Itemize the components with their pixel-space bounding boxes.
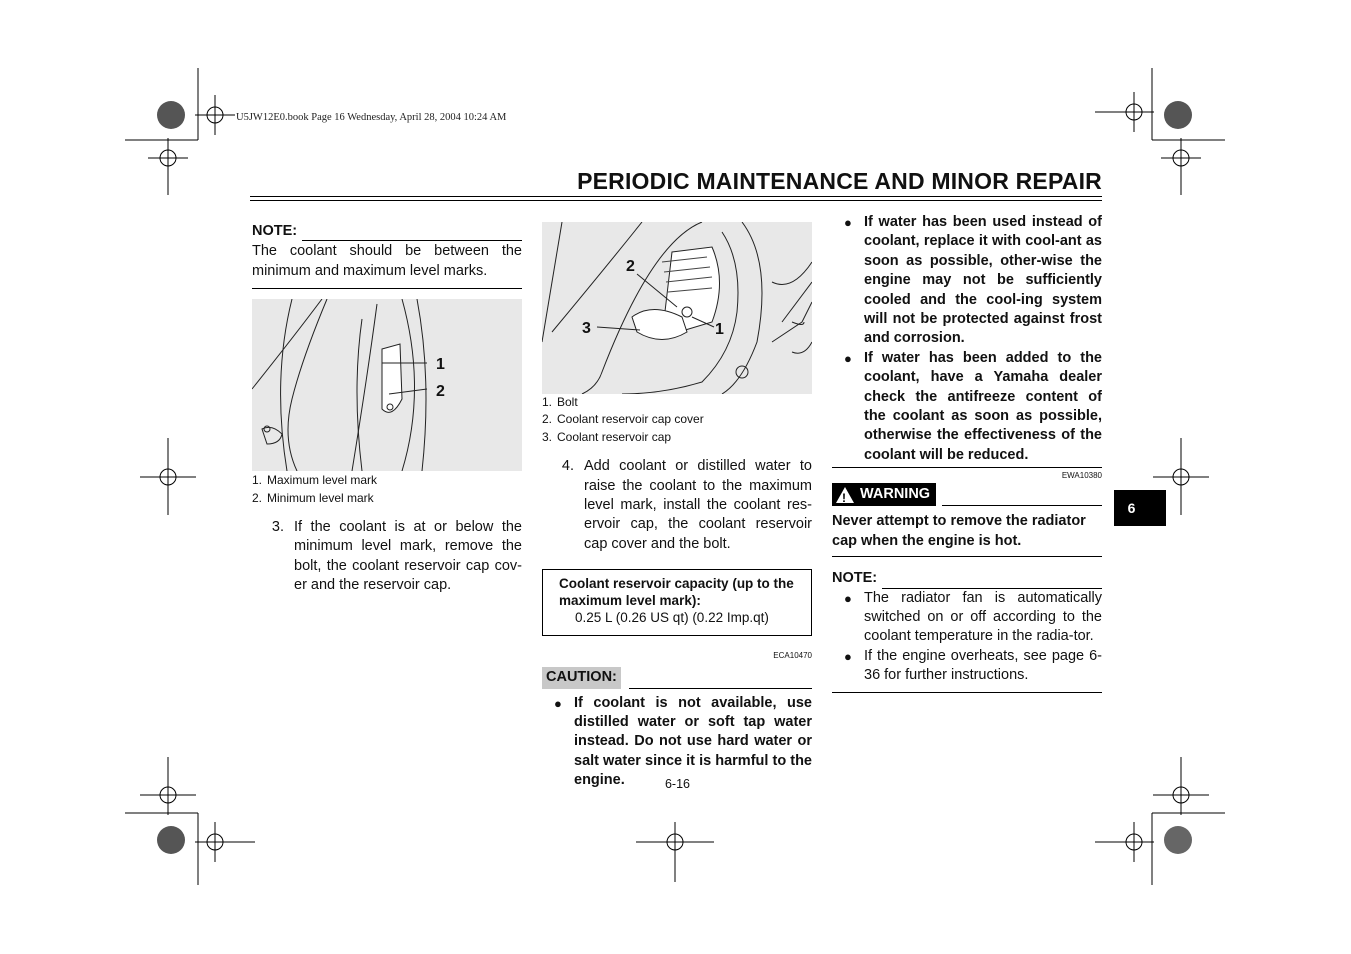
page-number: 6-16 xyxy=(664,777,691,791)
section-rule xyxy=(832,467,1102,468)
step-number: 4. xyxy=(561,458,574,475)
caption-item: 1. Bolt xyxy=(542,395,578,409)
warning-end-rule xyxy=(832,556,1102,557)
page-title: PERIODIC MAINTENANCE AND MINOR REPAIR xyxy=(577,168,1102,194)
bullet-icon: ● xyxy=(844,648,852,664)
note-heading xyxy=(252,222,522,241)
figure-captions xyxy=(252,472,522,507)
figure-callout-1: 1 xyxy=(436,356,445,374)
figure-callout-2: 2 xyxy=(436,383,445,401)
figure-callout-1: 1 xyxy=(715,321,724,338)
file-info-header: U5JW12E0.book Page 16 Wednesday, April 28, 2004 10:24 AM xyxy=(236,112,507,123)
warning-section xyxy=(832,483,1102,693)
title-rule-thin xyxy=(250,200,1102,201)
bullet-text: If coolant is not available, use distilled water or soft tap water instead. Do not use hard water or salt water since it is harmful to the engine. xyxy=(574,694,812,789)
figure-captions xyxy=(542,394,812,446)
step-text: Add coolant or distilled water to raise the coolant to the maximum level mark, install the coolant res-ervoir cap, the coolant reservoir cap cover and the bolt. xyxy=(584,458,812,552)
title-rule xyxy=(250,196,1102,197)
note-bullet: ● The radiator fan is automatically switched on or off according to the coolant temperature in the radia-tor. xyxy=(832,589,1102,647)
warning-code: EWA10380 xyxy=(1061,471,1102,480)
level-mark-illustration xyxy=(252,299,522,471)
note-label: NOTE: xyxy=(252,223,298,239)
bullet-icon: ● xyxy=(554,695,562,711)
caution-label: CAUTION: xyxy=(542,667,621,688)
step-3 xyxy=(252,518,522,596)
step-text: If the coolant is at or below the minimum level mark, remove the bolt, the coolant reservoir cap cov-er and the reservoir cap. xyxy=(294,519,522,594)
warning-triangle-icon: ! xyxy=(836,487,854,503)
step-4 xyxy=(542,457,812,554)
reservoir-cap-figure xyxy=(542,222,812,394)
left-column xyxy=(252,222,522,596)
step-number: 3. xyxy=(271,519,284,536)
bullet-icon: ● xyxy=(844,215,852,230)
note-label: NOTE: xyxy=(832,570,878,587)
bullet-icon: ● xyxy=(844,590,852,606)
caution-code: ECA10470 xyxy=(773,650,812,660)
caption-item: 2. Minimum level mark xyxy=(252,490,374,505)
caption-item: 1. Maximum level mark xyxy=(252,473,378,488)
reservoir-cap-illustration xyxy=(542,222,812,394)
warning-label: WARNING xyxy=(860,486,931,502)
warning-label-box xyxy=(832,483,936,506)
caption-item: 3. Coolant reservoir cap xyxy=(542,429,672,444)
caption-item: 2. Coolant reservoir cap cover xyxy=(542,412,704,427)
spec-title: Coolant reservoir capacity (up to the maximum level mark): xyxy=(559,576,794,608)
bullet-item: ● If water has been added to the coolant, have a Yamaha dealer check the antifreeze content of the coolant as soon as possible, otherwise the effectiveness of the coolant will be reduced. xyxy=(832,349,1102,465)
note-end-rule xyxy=(832,692,1102,693)
note-heading xyxy=(832,569,1102,588)
spec-value: 0.25 L (0.26 US qt) (0.22 Imp.qt) xyxy=(575,610,769,626)
middle-column xyxy=(542,222,812,791)
warning-text: Never attempt to remove the radiator cap when the engine is hot. xyxy=(832,513,1086,549)
note-bullet: ● If the engine overheats, see page 6-36 for further instructions. xyxy=(832,647,1102,686)
caution-heading xyxy=(542,667,812,688)
bullet-item: ● If water has been used instead of coolant, replace it with cool-ant as soon as possible, other-wise the engine may not be sufficiently cooled and the cool-ing system will not be protected against frost and corrosion. xyxy=(832,213,1102,349)
capacity-spec-box xyxy=(542,569,812,636)
level-mark-figure xyxy=(252,299,522,471)
warning-heading xyxy=(832,483,1102,506)
bullet-icon: ● xyxy=(844,350,852,366)
chapter-tab: 6 xyxy=(1114,490,1166,526)
note-end-rule xyxy=(252,288,522,289)
right-column-top xyxy=(832,213,1102,465)
figure-callout-2: 2 xyxy=(626,258,635,275)
note-text: The coolant should be between the minimum and maximum level marks. xyxy=(252,243,522,279)
figure-callout-3: 3 xyxy=(582,320,591,337)
